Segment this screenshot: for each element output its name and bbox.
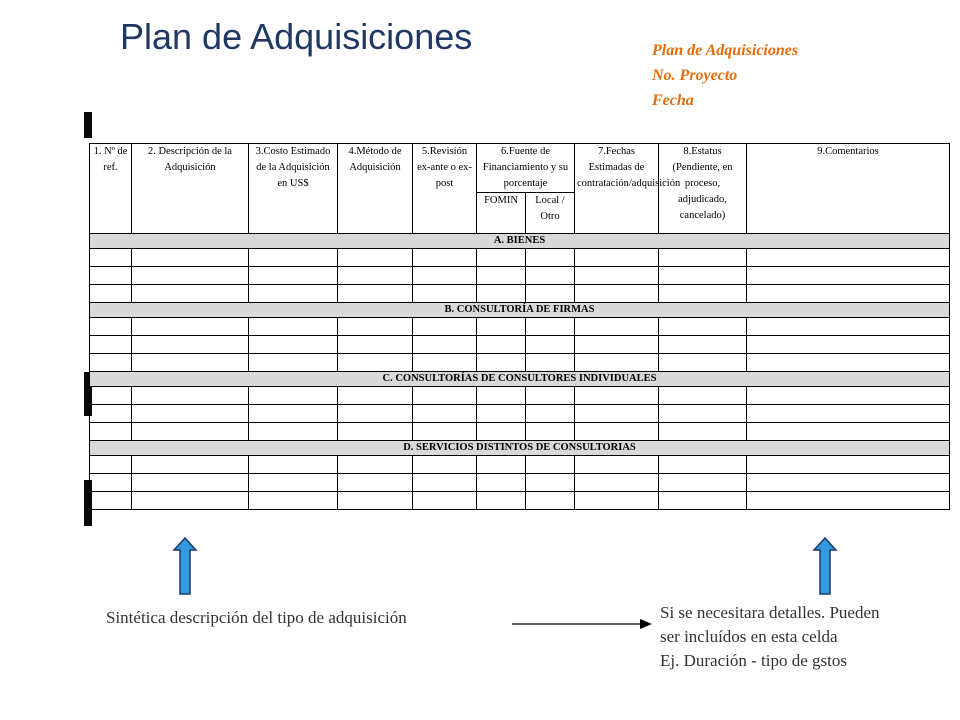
col-header-funding: 6.Fuente de Financiamiento y su porcentaje — [477, 144, 575, 193]
section-title: B. CONSULTORÍA DE FIRMAS — [90, 303, 950, 318]
up-arrow-icon — [812, 536, 838, 596]
col-header-method: 4.Método de Adquisición — [338, 144, 413, 234]
section-row — [90, 303, 950, 318]
meta-plan-label: Plan de Adquisiciones — [652, 42, 799, 59]
procurement-plan-table — [89, 143, 950, 510]
right-arrow-icon — [512, 616, 654, 632]
comments-note — [660, 601, 880, 673]
col-header-dates: 7.Fechas Estimadas de contratación/adquisición — [575, 144, 659, 234]
section-row — [90, 234, 950, 249]
table-row — [90, 474, 950, 492]
meta-project-label: No. Proyecto — [652, 67, 738, 84]
section-title: A. BIENES — [90, 234, 950, 249]
col-header-description: 2. Descripción de la Adquisición — [132, 144, 249, 234]
comments-note-line: Si se necesitara detalles. Pueden — [660, 603, 880, 622]
table-row — [90, 336, 950, 354]
table-row — [90, 492, 950, 510]
table-row — [90, 318, 950, 336]
col-header-review: 5.Revisión ex-ante o ex-post — [413, 144, 477, 234]
plan-meta — [652, 38, 798, 113]
table-row — [90, 249, 950, 267]
description-note: Sintética descripción del tipo de adquisición — [106, 608, 407, 627]
section-row — [90, 441, 950, 456]
col-header-status: 8.Estatus (Pendiente, en proceso, adjudicado, cancelado) — [659, 144, 747, 234]
section-title: D. SERVICIOS DISTINTOS DE CONSULTORIAS — [90, 441, 950, 456]
comments-note-line: ser incluídos en esta celda — [660, 627, 838, 646]
table-row — [90, 267, 950, 285]
col-header-cost: 3.Costo Estimado de la Adquisición en US$ — [249, 144, 338, 234]
table-header-row — [90, 144, 950, 193]
table-row — [90, 387, 950, 405]
col-subheader-fomin: FOMIN — [477, 193, 526, 234]
up-arrow-icon — [172, 536, 198, 596]
section-title: C. CONSULTORÍAS DE CONSULTORES INDIVIDUALES — [90, 372, 950, 387]
comments-note-line: Ej. Duración - tipo de gstos — [660, 651, 847, 670]
table-row — [90, 354, 950, 372]
table-row — [90, 405, 950, 423]
col-header-ref: 1. Nº de ref. — [90, 144, 132, 234]
table-row — [90, 423, 950, 441]
meta-date-label: Fecha — [652, 92, 694, 109]
table-row — [90, 456, 950, 474]
col-header-comments: 9.Comentarios — [747, 144, 950, 234]
col-subheader-local: Local / Otro — [526, 193, 575, 234]
page-title: Plan de Adquisiciones — [120, 16, 473, 57]
section-row — [90, 372, 950, 387]
table-row — [90, 285, 950, 303]
